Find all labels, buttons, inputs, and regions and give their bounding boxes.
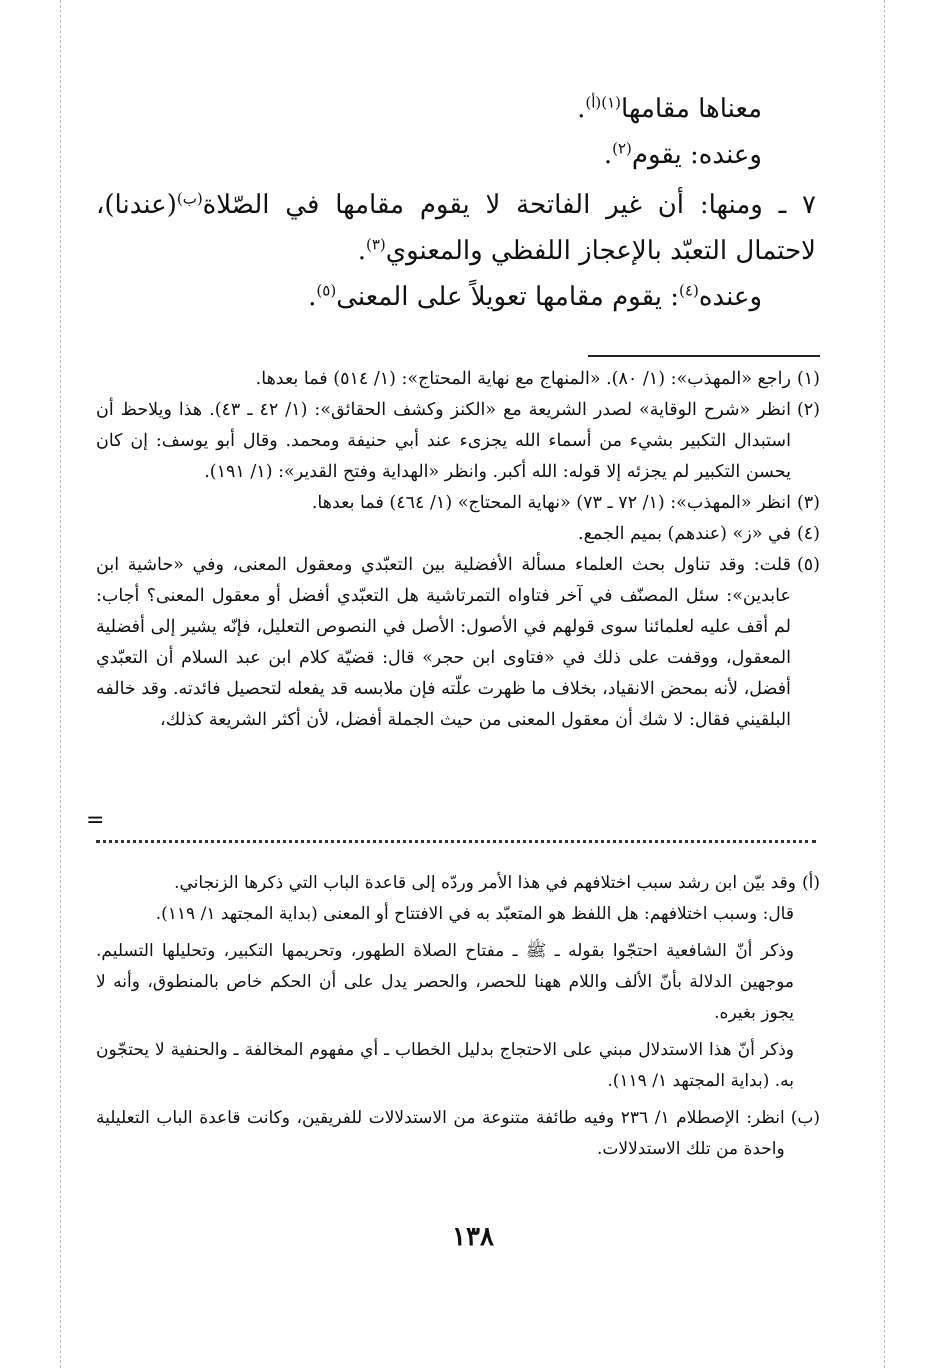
crop-guide-line [60, 0, 61, 1368]
footnote-text: انظر: الإصطلام ١/ ٢٣٦ وفيه طائفة متنوعة من الاستدلالات للفريقين، وكانت قاعدة الباب التعليلية واحدة من تلك الاستدلالات. [96, 1108, 785, 1159]
footnote-text: راجع «المهذب»: (١/ ٨٠). «المنهاج مع نهاية المحتاج»: (١/ ٥١٤) فما بعدها. [255, 369, 791, 389]
editor-notes [96, 868, 820, 1165]
footnotes [96, 364, 820, 736]
page-number: ١٣٨ [452, 1222, 494, 1252]
editor-note-paragraph: وذكر أنّ هذا الاستدلال مبني على الاحتجاج بدليل الخطاب ـ أي مفهوم المخالفة ـ والحنفية لا يحتجّون به. (بداية المجتهد ١/ ١١٩). [96, 1040, 794, 1091]
text-run: وعنده [698, 282, 762, 312]
text-run: . [308, 282, 317, 312]
footnote [96, 550, 820, 736]
continuation-mark: = [86, 808, 105, 833]
footnote-text: انظر «شرح الوقاية» لصدر الشريعة مع «الكنز وكشف الحقائق»: (١/ ٤٢ ـ ٤٣). هذا ويلاحظ أن استبدال التكبير بشيء من أسماء الله يجزىء عند أبي حنيفة ومحمد. وقال أبو يوسف: إن كان يحسن التكبير لم يجزئه إلا قوله: الله أكبر. وانظر «الهداية وفتح القدير»: (١/ ١٩١). [96, 400, 791, 482]
main-line [96, 86, 816, 132]
editor-note-a [96, 868, 820, 899]
footnote-text: في «ز» (عندهم) بميم الجمع. [578, 524, 791, 544]
footnote-number: (٤) [796, 524, 820, 544]
main-text [96, 86, 816, 320]
text-run: (عندنا)، لاحتمال التعبّد بالإعجاز اللفظي والمعنوي [96, 190, 816, 266]
footnote-ref: (٢) [612, 139, 632, 158]
footnote [96, 488, 820, 519]
editor-note-paragraph: وذكر أنّ الشافعية احتجّوا بقوله ـ ﷺ ـ مفتاح الصلاة الطهور، وتحريمها التكبير، وتحليلها التسليم. موجهين الدلالة بأنّ الألف واللام ههنا للحصر، والحصر يدل على أن الحكم خاص بالمنطوق، وأنه لا يجوز بغيره. [96, 941, 794, 1023]
text-run: . [357, 236, 366, 266]
text-run: ٧ ـ ومنها: أن غير الفاتحة لا يقوم مقامها في الصّلاة [202, 190, 816, 220]
main-line [96, 274, 816, 320]
footnote-text: قلت: وقد تناول بحث العلماء مسألة الأفضلية بين التعبّدي ومعقول المعنى، وفي «حاشية ابن عابدين»: سئل المصنّف في آخر فتاواه التمرتاشية هل التعبّدي أفضل أو معقول المعنى؟ أجاب: لم أقف عليه لعلمائنا سوى قولهم في الأصول: الأصل في النصوص التعليل، فإنّه يشير إلى أفضلية المعقول، ووقفت على ذلك في «فتاوى ابن حجر» قال: قضيّة كلام ابن عبد السلام أن التعبّدي أفضل، لأنه بمحض الانقياد، بخلاف ما ظهرت علّته فإن ملابسه قد يفعله لتحصيل فائدته. وقد خالفه البلقيني فقال: لا شك أن معقول المعنى من حيث الجملة أفضل، لأن أكثر الشريعة كذلك، [96, 555, 791, 730]
footnote-ref: (٥) [316, 281, 337, 300]
editor-note-quote: قال: وسبب اختلافهم: هل اللفظ هو المتعبّد به في الافتتاح أو المعنى (بداية المجتهد ١/ ١١٩). [155, 904, 794, 924]
footnote-ref: (ب) [176, 189, 203, 208]
text-run: وعنده: يقوم [631, 140, 762, 170]
main-paragraph-item-7 [96, 182, 816, 274]
footnote-separator [588, 355, 820, 357]
footnote-number: (٢) [796, 400, 820, 420]
text-run: . [603, 140, 613, 170]
footnote-number: (ب) [790, 1108, 820, 1128]
footnote-number: (٥) [796, 555, 820, 575]
footnote-ref: (٤) [679, 281, 699, 300]
footnote-ref: (٣) [365, 235, 386, 254]
footnote-number: (٣) [796, 493, 820, 513]
footnote-number: (أ) [802, 873, 820, 893]
editor-note-b [96, 1103, 820, 1165]
footnote [96, 395, 820, 488]
footnote-ref: (١)(أ) [585, 93, 622, 112]
main-line [96, 132, 816, 178]
text-run: معناها مقامها [621, 94, 762, 124]
footnote-text: انظر «المهذب»: (١/ ٧٢ ـ ٧٣) «نهاية المحتاج» (١/ ٤٦٤) فما بعدها. [311, 493, 791, 513]
crop-guide-line [884, 0, 885, 1368]
footnote-number: (١) [796, 369, 820, 389]
text-run: : يقوم مقامها تعويلاً على المعنى [336, 282, 680, 312]
footnote-text: وقد بيّن ابن رشد سبب اختلافهم في هذا الأمر وردّه إلى قاعدة الباب التي ذكرها الزنجاني. [174, 873, 796, 893]
footnote [96, 519, 820, 550]
footnote [96, 364, 820, 395]
text-run: . [577, 94, 586, 124]
dotted-separator [96, 840, 816, 855]
